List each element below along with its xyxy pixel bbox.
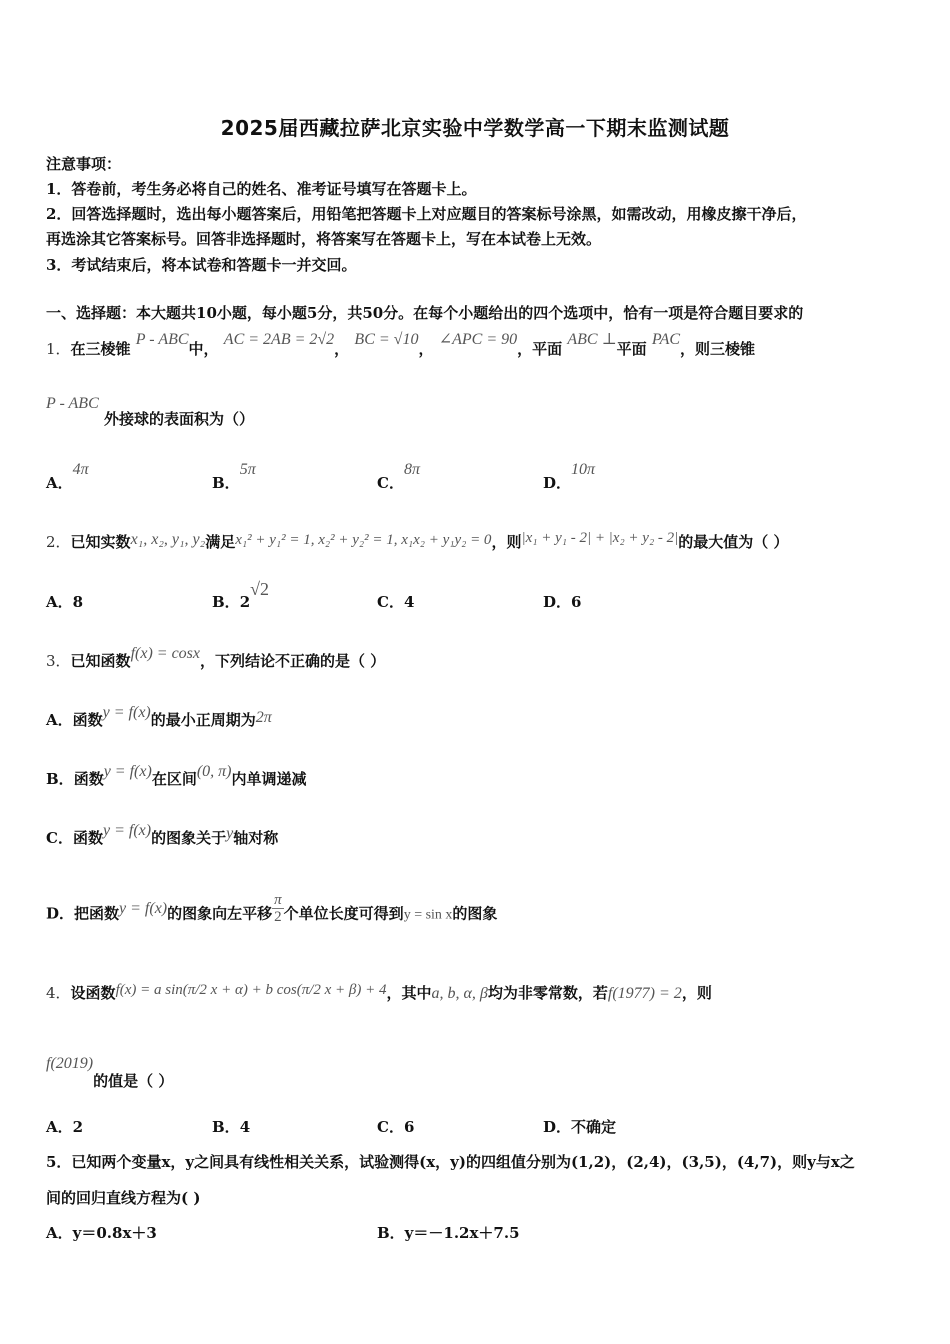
notice-item-2: 2．回答选择题时，选出每小题答案后，用铅笔把答题卡上对应题目的答案标号涂黑，如需改动，用橡皮擦干净后， xyxy=(46,205,807,223)
section-heading: 一、选择题：本大题共10小题，每小题5分，共50分。在每个小题给出的四个选项中，恰有一项是符合题目要求的 xyxy=(46,304,804,322)
q1-math-angle: ∠APC = 90 xyxy=(438,331,518,348)
q1-option-d: D．10π xyxy=(543,461,596,492)
page-title: 2025届西藏拉萨北京实验中学数学高一下期末监测试题 xyxy=(220,116,730,140)
q2-option-c: C．4 xyxy=(377,593,415,611)
q1-math-bc: BC = √10 xyxy=(354,331,419,348)
q1-option-c: C．8π xyxy=(377,461,420,492)
q3-fraction: $\frac{\pi}{2}$ xyxy=(274,892,282,925)
q3-text-1: 已知函数 xyxy=(70,652,131,670)
q1-option-a: A．4π xyxy=(46,461,89,492)
q1-text-3: ， xyxy=(334,340,350,358)
q2-text-2: 满足 xyxy=(205,533,236,551)
q3-math-func: f(x) = cosx xyxy=(130,645,200,662)
q2-math-vars: x₁, x₂, y₁, y₂ xyxy=(130,531,206,548)
q4-option-b: B．4 xyxy=(212,1118,251,1136)
q4-option-a: A．2 xyxy=(46,1118,84,1136)
question-5: 5．已知两个变量x，y之间具有线性相关关系，试验测得(x，y)的四组值分别为(1,2)，(2,4)，(3,5)，(4,7)，则y与x之 xyxy=(46,1153,855,1171)
q4-text-1: 设函数 xyxy=(70,984,116,1002)
q3-option-a: A．函数y = f(x)的最小正周期为2π xyxy=(46,704,272,729)
q4-math-condition: f(1977) = 2 xyxy=(607,985,682,1002)
q4-option-d: D．不确定 xyxy=(543,1118,617,1136)
q1-math-plane-abc: ABC ⊥ xyxy=(567,331,617,348)
q1-text-2: 中， xyxy=(188,340,219,358)
question-4 xyxy=(46,982,712,1003)
q1-option-b: B．5π xyxy=(212,461,256,492)
q4-text-4: ，则 xyxy=(681,984,712,1002)
q1-text-8: 外接球的表面积为（） xyxy=(103,410,254,428)
q4-math-params: a, b, α, β xyxy=(431,985,488,1002)
q1-math-plane-pac: PAC xyxy=(651,331,681,348)
notice-item-1: 1．答卷前，考生务必将自己的姓名、准考证号填写在答题卡上。 xyxy=(46,180,477,198)
q4-option-c: C．6 xyxy=(377,1118,415,1136)
q1-text-5: ，平面 xyxy=(517,340,563,358)
q3-option-d: D．把函数y = f(x)的图象向左平移 $\frac{\pi}{2}$ 个单位长度可得到y = sin x的图象 xyxy=(46,892,498,925)
question-number: 2． xyxy=(46,533,71,551)
q3-option-b: B．函数y = f(x)在区间(0, π)内单调递减 xyxy=(46,763,307,788)
q1-text-7: ，则三棱锥 xyxy=(680,340,756,358)
question-number: 4． xyxy=(46,984,71,1002)
q2-option-a: A．8 xyxy=(46,593,84,611)
notice-item-2-cont: 再选涂其它答案标号。回答非选择题时，将答案写在答题卡上，写在本试卷上无效。 xyxy=(46,230,602,248)
q2-text-1: 已知实数 xyxy=(70,533,131,551)
q1-math-pyramid: P - ABC xyxy=(135,331,189,348)
q4-text-2: ，其中 xyxy=(386,984,432,1002)
q2-text-3: ，则 xyxy=(491,533,522,551)
q4-math-target: f(2019) xyxy=(46,1055,94,1072)
q2-option-d: D．6 xyxy=(543,593,582,611)
question-number: 1． xyxy=(46,340,71,358)
q1-text-4: ， xyxy=(418,340,434,358)
q1-math-pyramid-2: P - ABC xyxy=(46,395,99,412)
notice-item-3: 3．考试结束后，将本试卷和答题卡一并交回。 xyxy=(46,256,357,274)
q1-math-ac: AC = 2AB = 2√2 xyxy=(223,331,335,348)
q1-text-6: 平面 xyxy=(616,340,647,358)
q3-text-2: ，下列结论不正确的是（ ） xyxy=(200,652,386,670)
question-3 xyxy=(46,645,386,671)
question-1 xyxy=(46,331,756,359)
question-1-cont xyxy=(46,395,254,428)
q3-option-c: C．函数y = f(x)的图象关于y轴对称 xyxy=(46,822,279,847)
q1-text-1: 在三棱锥 xyxy=(70,340,131,358)
q5-option-a: A．y＝0.8x＋3 xyxy=(46,1224,157,1242)
question-5-cont: 间的回归直线方程为( ) xyxy=(46,1189,201,1207)
q4-text-5: 的值是（ ） xyxy=(93,1072,174,1090)
q4-text-3: 均为非零常数，若 xyxy=(487,984,608,1002)
question-4-cont xyxy=(46,1055,174,1090)
q2-text-4: 的最大值为（ ） xyxy=(678,533,789,551)
q2-math-expression: |x₁ + y₁ - 2| + |x₂ + y₂ - 2| xyxy=(521,530,679,546)
question-2 xyxy=(46,531,789,552)
notice-heading: 注意事项： xyxy=(46,155,122,173)
q2-math-conditions: x₁² + y₁² = 1, x₂² + y₂² = 1, x₁x₂ + y₁y₂ = 0 xyxy=(235,532,492,548)
q2-option-b: B．2√2 xyxy=(212,579,270,611)
q5-option-b: B．y＝－1.2x＋7.5 xyxy=(377,1224,520,1242)
q4-math-func: f(x) = a sin(π/2 x + α) + b cos(π/2 x + β) + 4 xyxy=(115,982,387,998)
question-number: 3． xyxy=(46,652,71,670)
